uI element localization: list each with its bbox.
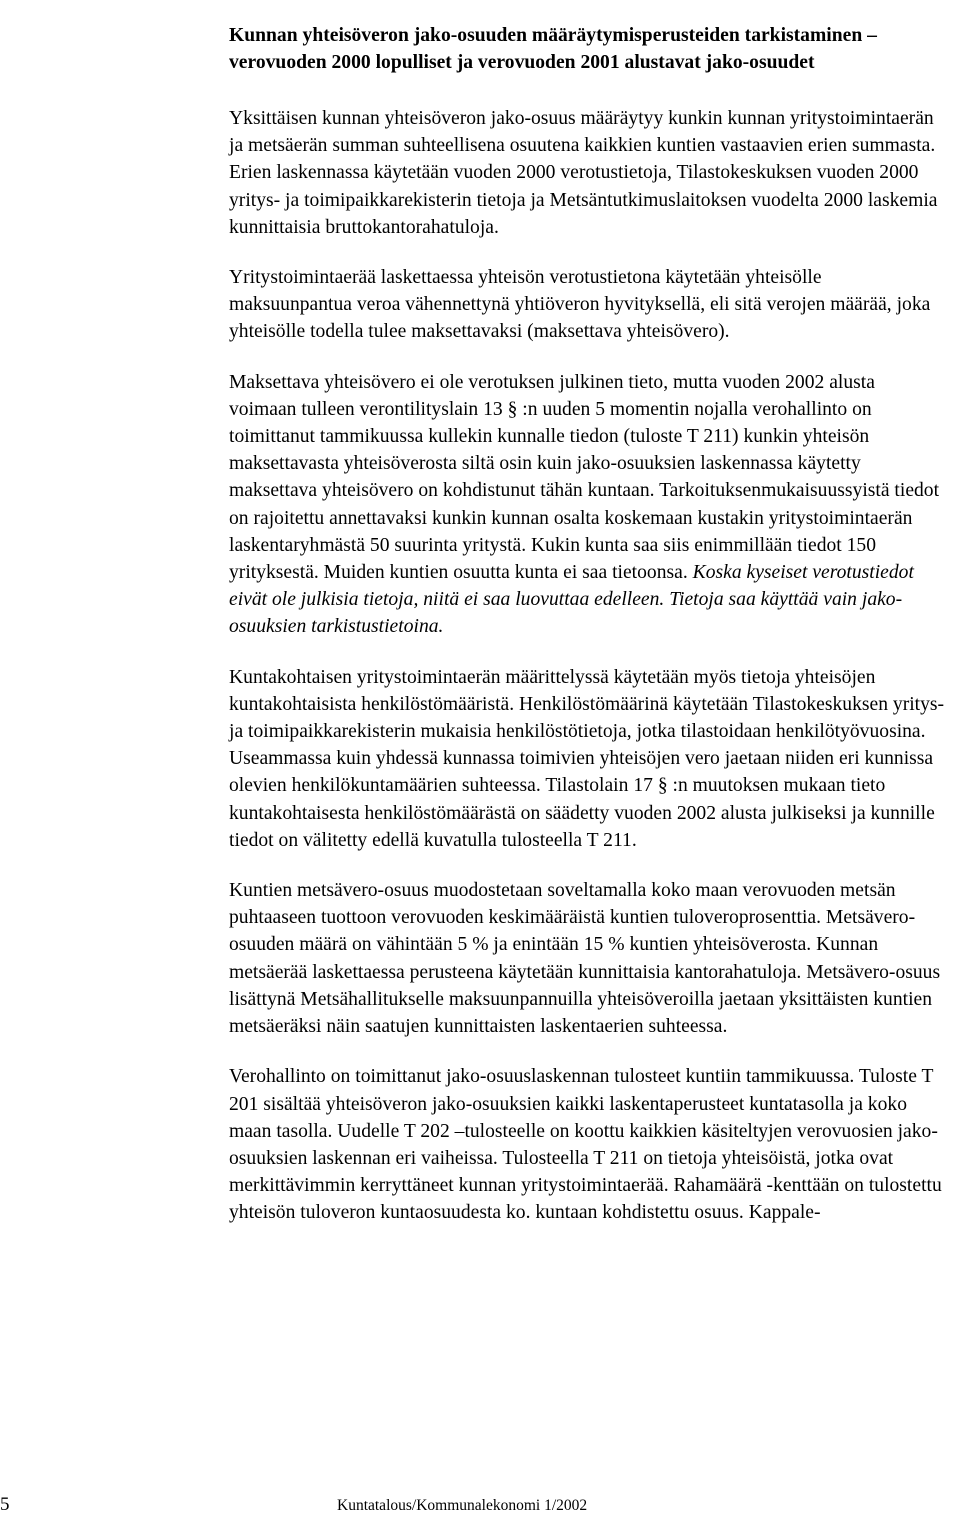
confidentiality-note: Koska kyseiset verotustiedot eivät ole julkisia tietoja, niitä ei saa luovuttaa edelleen. Tietoja saa käyttää vain jako-osuuksien tarkistustietoina. [229,562,914,638]
paragraph-printouts [229,1063,947,1226]
paragraph-payable-tax [229,369,947,641]
page-number: 5 [0,1494,10,1515]
paragraph-text: Kuntakohtaisen yritystoimintaerän määrittelyssä käytetään myös tietoja yhteisöjen kuntakohtaisista henkilöstömääristä. Henkilöstömäärinä käytetään Tilastokeskuksen yritys- ja toimipaikkarekisterin mukaisia henkilöstötietoja, jotka tilastoidaan henkilötyövuosina. Useammassa kuin yhdessä kunnassa toimivien yhteisöjen vero jaetaan niiden eri kunnissa olevien henkilökuntamäärien suhteessa. Tilastolain 17 § :n muutoksen mukaan tieto kuntakohtaisesta henkilöstömäärästä on säädetty vuoden 2002 alusta julkiseksi ja kunnille tiedot on välitetty edellä kuvatulla tulosteella T 211. [229,666,945,851]
page-body [229,22,947,1250]
paragraph-forest-tax [229,877,947,1040]
page-title: Kunnan yhteisöveron jako-osuuden määräytymisperusteiden tarkistaminen – verovuoden 2000 lopulliset ja verovuoden 2001 alustavat jako-osuudet [229,25,877,73]
paragraph-text: Yksittäisen kunnan yhteisöveron jako-osuus määräytyy kunkin kunnan yritystoimintaerän ja metsäerän summan suhteellisena osuutena kaikkien kuntien vastaavien erien summasta. Erien laskennassa käytetään vuoden 2000 verotustietoja, Tilastokeskuksen vuoden 2000 yritys- ja toimipaikkarekisterin tietoja ja Metsäntutkimuslaitoksen vuodelta 2000 laskemia kunnittaisia bruttokantorahatuloja. [229,108,938,238]
paragraph-allocation-basis [229,105,947,241]
paragraph-personnel [229,664,947,854]
publication-footer: Kuntatalous/Kommunalekonomi 1/2002 [337,1497,588,1514]
paragraph-text: Yritystoimintaerää laskettaessa yhteisön verotustietona käytetään yhteisölle maksuunpantua veroa vähennettynä yhtiöveron hyvityksellä, eli sitä verojen määrää, joka yhteisölle todella tulee maksettavaksi (maksettava yhteisövero). [229,267,931,343]
paragraph-text: Maksettava yhteisövero ei ole verotuksen julkinen tieto, mutta vuoden 2002 alusta voimaan tulleen verontilityslain 13 § :n uuden 5 momentin nojalla verohallinto on toimittanut tammikuussa kullekin kunnalle tiedon (tuloste T 211) kunkin yhteisön maksettavasta yhteisöverosta siltä osin kuin jako-osuuksien laskennassa käytetty maksettava yhteisövero on kohdistunut tähän kuntaan. Tarkoituksenmukaisuussyistä tiedot on rajoitettu annettavaksi kunkin kunnan osalta koskemaan kustakin yritystoimintaerän laskentaryhmästä 50 suurinta yritystä. Kukin kunta saa siis enimmillään tiedot 150 yrityksestä. Muiden kuntien osuutta kunta ei saa tietoonsa. [229,371,940,584]
paragraph-text: Verohallinto on toimittanut jako-osuuslaskennan tulosteet kuntiin tammikuussa. Tuloste T 201 sisältää yhteisöveron jako-osuuksien kaikki laskentaperusteet kuntatasolla ja koko maan tasolla. Uudelle T 202 –tulosteelle on koottu kaikkien käsiteltyjen verovuosien jako-osuuksien laskennan eri vaiheissa. Tulosteella T 211 on tietoja yhteisöistä, jotka ovat merkittävimmin kerryttäneet kunnan yritystoimintaerää. Rahamäärä -kenttään on tulostettu yhteisön tuloveron kuntaosuudesta ko. kuntaan kohdistettu osuus. Kappale- [229,1066,942,1224]
paragraph-text: Kuntien metsävero-osuus muodostetaan soveltamalla koko maan verovuoden metsän puhtaaseen tuottoon verovuoden keskimääräistä kuntien tuloveroprosenttia. Metsävero-osuuden määrä on vähintään 5 % ja enintään 15 % kuntien yhteisöverosta. Kunnan metsäerää laskettaessa perusteena käytetään kunnittaisia kantorahatuloja. Metsävero-osuus lisättynä Metsähallitukselle maksuunpannuilla yhteisöveroilla jaetaan yksittäisten kuntien metsäeräksi näin saatujen kunnittaisten laskentaerien suhteessa. [229,880,941,1038]
paragraph-business-activity [229,264,947,346]
